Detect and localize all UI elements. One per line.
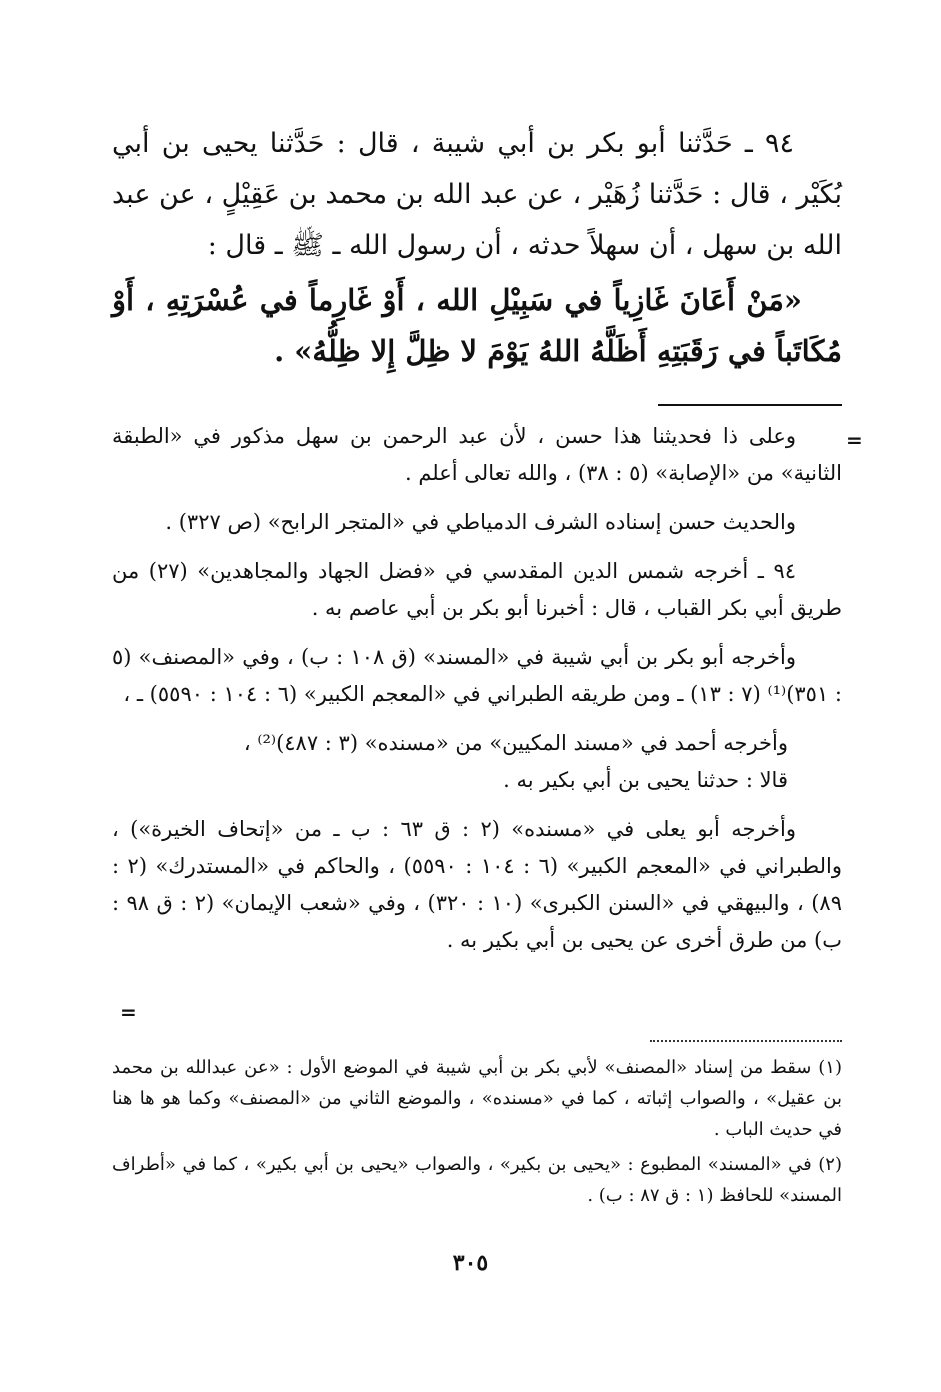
note-paragraph: قالا : حدثنا يحيى بن أبي بكير به . [503, 768, 788, 792]
note-paragraph: والحديث حسن إسناده الشرف الدمياطي في «المتجر الرابح» (ص ٣٢٧) . [165, 510, 796, 534]
footnote: (٢) في «المسند» المطبوع : «يحيى بن بكير» ، والصواب «يحيى بن أبي بكير» ، كما في «أطراف المسند» للحافظ (١ : ق ٨٧ : ب) . [112, 1154, 842, 1206]
footnote-separator-rule [658, 404, 842, 406]
note-paragraph: وعلى ذا فحديثنا هذا حسن ، لأن عبد الرحمن بن سهل مذكور في «الطبقة الثانية» من «الإصابة» (٥ : ٣٨) ، والله تعالى أعلم . [112, 424, 842, 485]
continuation-mark-end: = [120, 1000, 137, 1024]
note-paragraph: وأخرجه أبو يعلى في «مسنده» (٢ : ق ٦٣ : ب ـ من «إتحاف الخيرة») ، والطبراني في «المعجم الكبير» (٦ : ١٠٤ : ٥٥٩٠) ، والحاكم في «المستدرك» (٢ : ٨٩) ، والبيهقي في «السنن الكبرى» (١٠ : ٣٢٠) ، وفي «شعب الإيمان» (٢ : ق ٩٨ : ب) من طرق أخرى عن يحيى بن أبي بكير به . [112, 817, 842, 952]
note-paragraph: وأخرجه أحمد في «مسند المكيين» من «مسنده» (٣ : ٤٨٧)⁽²⁾ ، [243, 731, 788, 755]
takhrij-notes [112, 418, 842, 971]
footnotes [112, 1052, 842, 1215]
hadith-isnad: ٩٤ ـ حَدَّثنا أبو بكر بن أبي شيبة ، قال : حَدَّثنا يحيى بن أبي بُكَيْر ، قال : حَدَّثنا زُهَيْر ، عن عبد الله بن محمد بن عَقِيْلٍ ، عن عبد الله بن سهل ، أن سهلاً حدثه ، أن رسول الله ـ ﷺ ـ قال : [112, 128, 842, 261]
continuation-mark-start: = [846, 428, 863, 452]
footnote-dotted-separator [650, 1040, 842, 1042]
hadith-matn: «مَنْ أَعَانَ غَازِياً في سَبِيْلِ الله ، أَوْ غَارِماً في عُسْرَتِهِ ، أَوْ مُكَاتَباً في رَقَبَتِهِ أَظَلَّهُ اللهُ يَوْمَ لا ظِلَّ إِلا ظِلُّهُ» . [112, 283, 842, 368]
page-number: ٣٠٥ [452, 1250, 489, 1276]
note-paragraph: وأخرجه أبو بكر بن أبي شيبة في «المسند» (ق ١٠٨ : ب) ، وفي «المصنف» (٥ : ٣٥١)⁽¹⁾ (٧ : ١٣) ـ ومن طريقه الطبراني في «المعجم الكبير» (٦ : ١٠٤ : ٥٥٩٠) ـ ، [112, 645, 842, 706]
main-text [112, 118, 842, 377]
footnote: (١) سقط من إسناد «المصنف» لأبي بكر بن أبي شيبة في الموضع الأول : «عن عبدالله بن محمد بن عقيل» ، والصواب إثباته ، كما في «مسنده» ، والموضع الثاني من «المصنف» وكما هو ها هنا في حديث الباب . [112, 1057, 842, 1140]
note-paragraph: ٩٤ ـ أخرجه شمس الدين المقدسي في «فضل الجهاد والمجاهدين» (٢٧) من طريق أبي بكر القباب ، قال : أخبرنا أبو بكر بن أبي عاصم به . [112, 559, 842, 620]
